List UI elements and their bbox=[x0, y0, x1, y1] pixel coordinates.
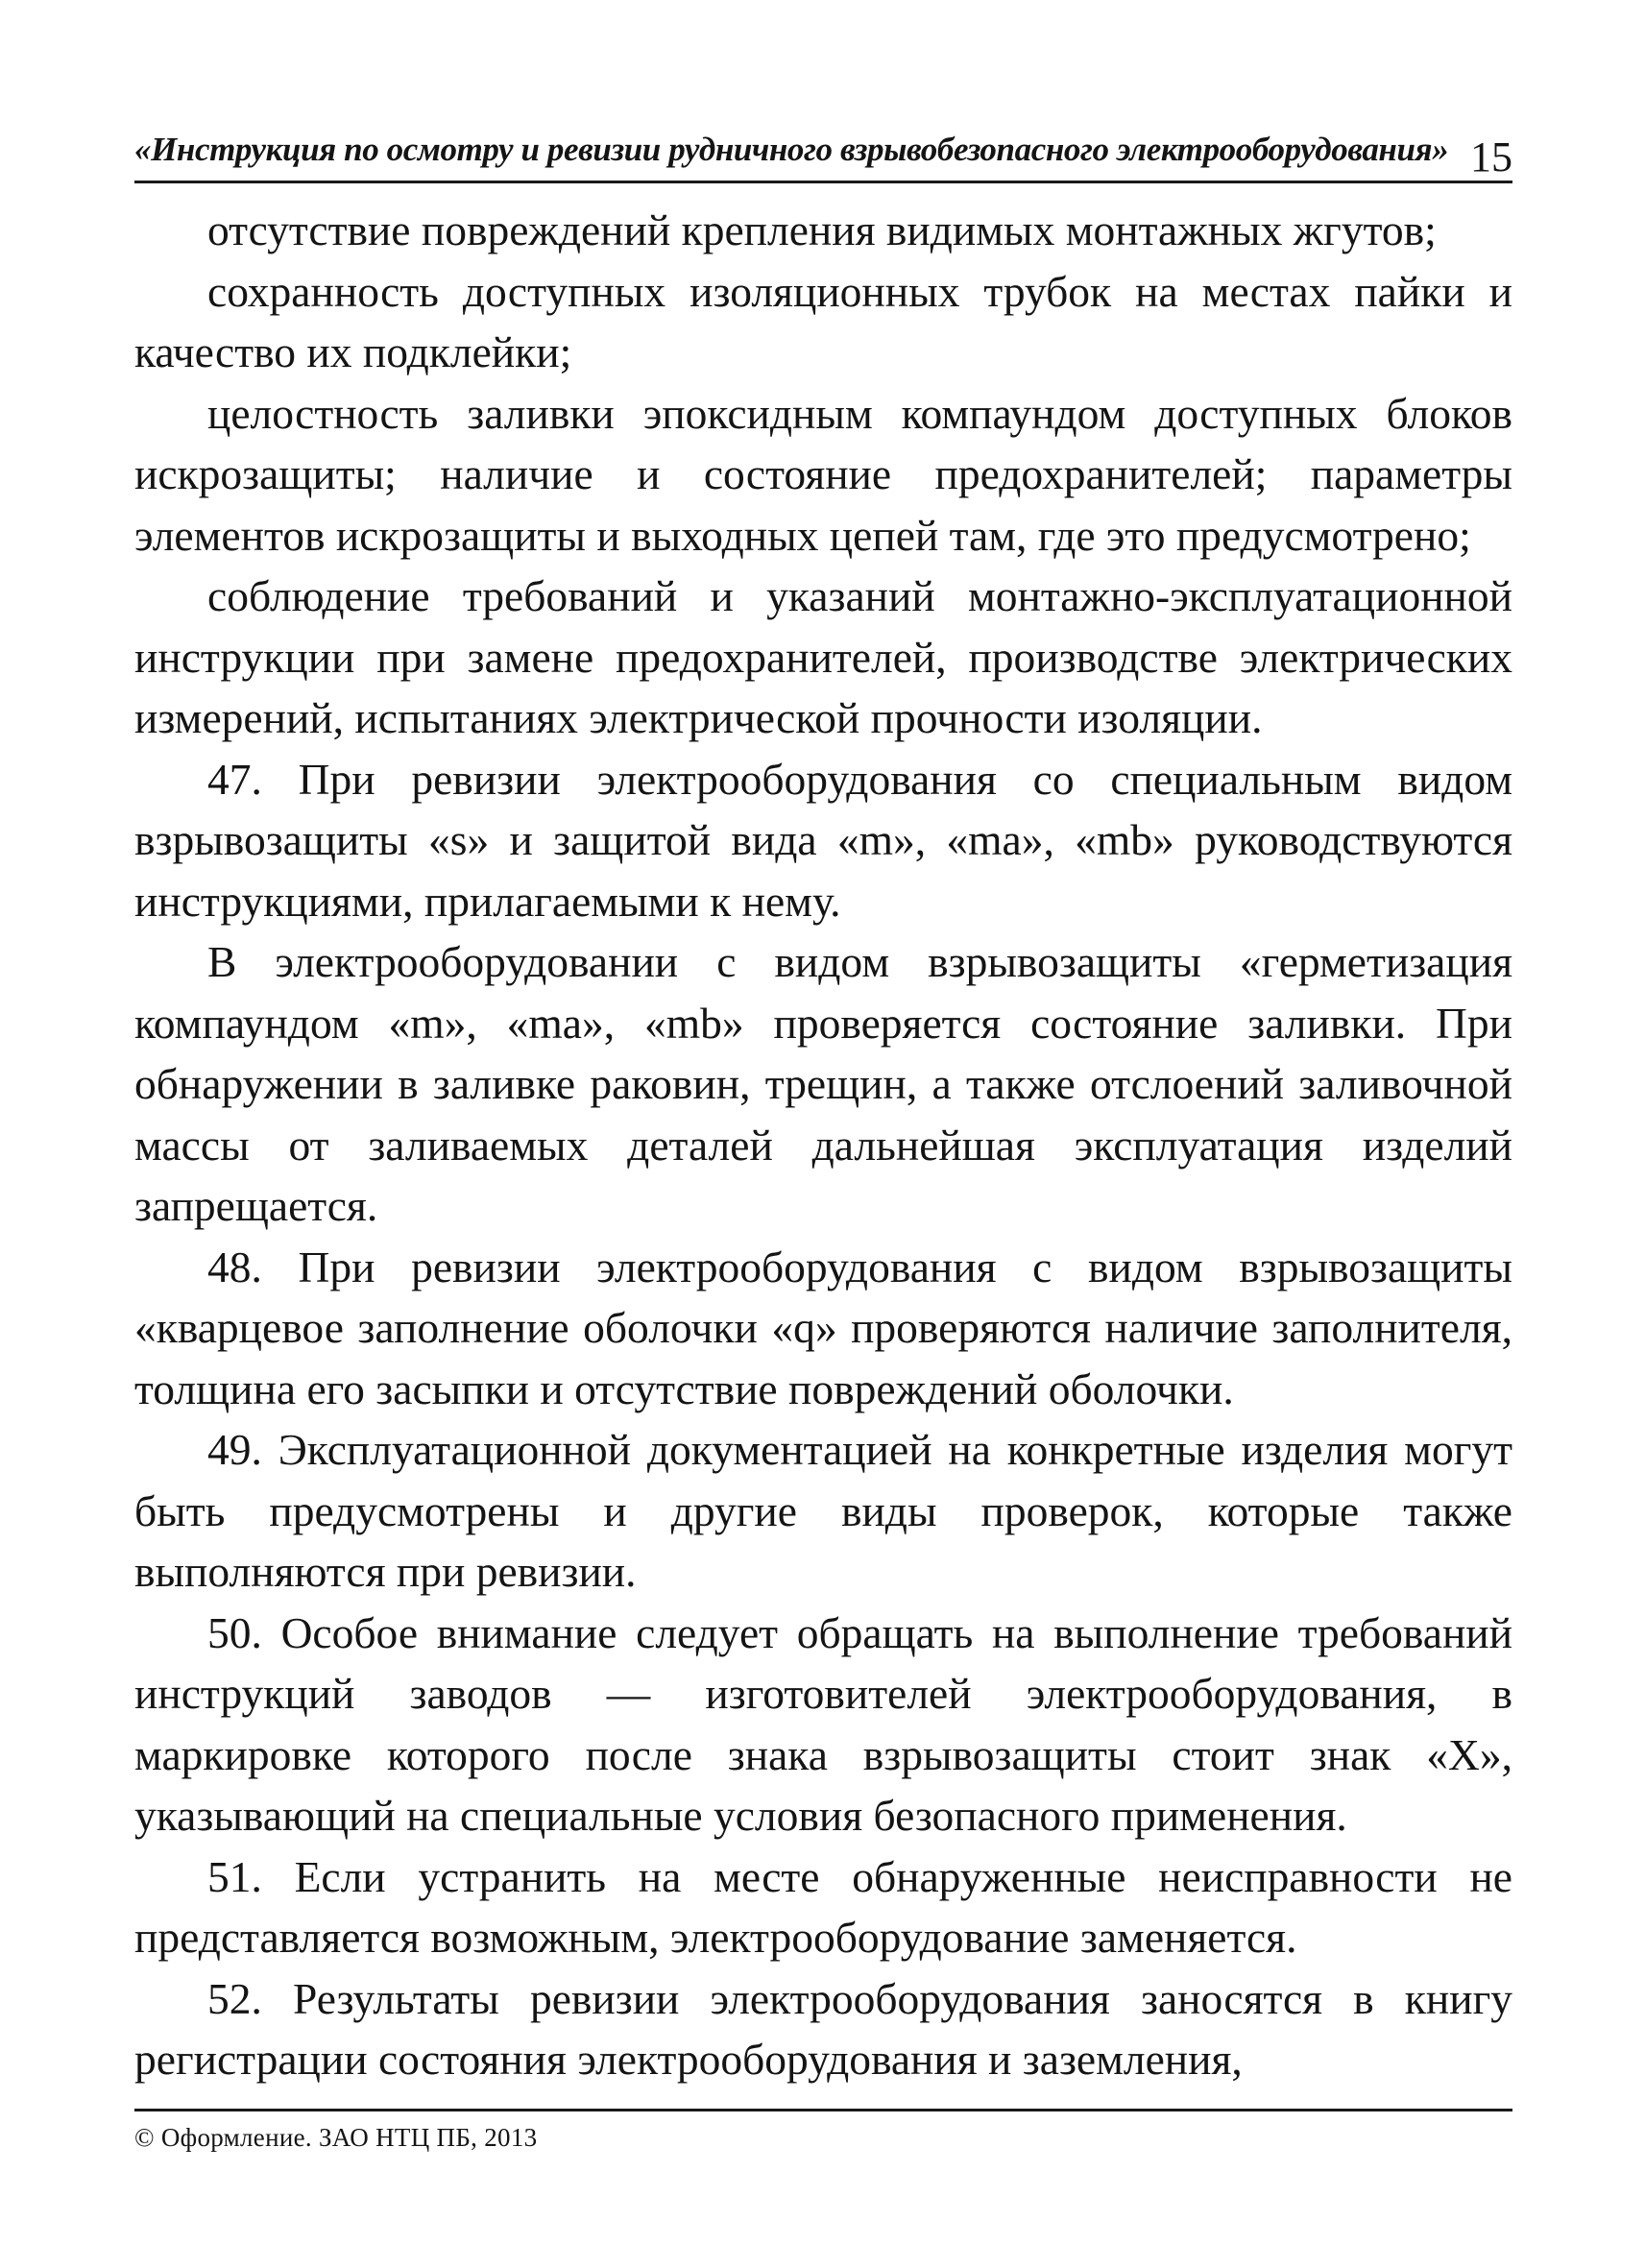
paragraph-item-50: 50. Особое внимание следует обращать на выполнение требований инструкций заводов — изготовителей электрооборудования, в маркировке которого после знака взрывозащиты стоит знак «X», указывающий на специальные условия безопасного применения. bbox=[134, 1607, 1512, 1840]
page-body bbox=[134, 200, 1512, 2090]
header-title: «Инструкция по осмотру и ревизии рудничного взрывобезопасного электрооборудования» bbox=[134, 131, 1449, 168]
copyright-notice: © Оформление. ЗАО НТЦ ПБ, 2013 bbox=[134, 2123, 538, 2152]
paragraph-harness-mounting: отсутствие повреждений крепления видимых монтажных жгутов; bbox=[207, 205, 1437, 254]
paragraph-insulation-tubes: сохранность доступных изоляционных трубок на местах пайки и качество их подклейки; bbox=[134, 266, 1512, 376]
page-number: 15 bbox=[1470, 133, 1512, 181]
running-header bbox=[134, 123, 1512, 183]
paragraph-item-48: 48. При ревизии электрооборудования с видом взрывозащиты «кварцевое заполнение оболочки «q» проверяются наличие заполнителя, толщина его засыпки и отсутствие повреждений оболочки. bbox=[134, 1242, 1512, 1413]
paragraph-epoxy-potting: целостность заливки эпоксидным компаундом доступных блоков искрозащиты; наличие и состояние предохранителей; параметры элементов искрозащиты и выходных цепей там, где это предусмотрено; bbox=[134, 388, 1512, 560]
page-footer bbox=[134, 2109, 1512, 2153]
paragraph-item-52: 52. Результаты ревизии электрооборудования заносятся в книгу регистрации состояния электрооборудования и заземления, bbox=[134, 1973, 1512, 2084]
paragraph-item-47: 47. При ревизии электрооборудования со специальным видом взрывозащиты «s» и защитой вида «m», «ma», «mb» руководствуются инструкциями, прилагаемыми к нему. bbox=[134, 754, 1512, 926]
paragraph-compound-sealing: В электрооборудовании с видом взрывозащиты «герметизация компаундом «m», «ma», «mb» проверяется состояние заливки. При обнаружении в заливке раковин, трещин, а также отслоений заливочной массы от заливаемых деталей дальнейшая эксплуатация изделий запрещается. bbox=[134, 937, 1512, 1230]
paragraph-installation-instructions: соблюдение требований и указаний монтажно-эксплуатационной инструкции при замене предохранителей, производстве электрических измерений, испытаниях электрической прочности изоляции. bbox=[134, 571, 1512, 742]
paragraph-item-49: 49. Эксплуатационной документацией на конкретные изделия могут быть предусмотрены и другие виды проверок, которые также выполняются при ревизии. bbox=[134, 1425, 1512, 1596]
paragraph-item-51: 51. Если устранить на месте обнаруженные неисправности не представляется возможным, электрооборудование заменяется. bbox=[134, 1851, 1512, 1962]
